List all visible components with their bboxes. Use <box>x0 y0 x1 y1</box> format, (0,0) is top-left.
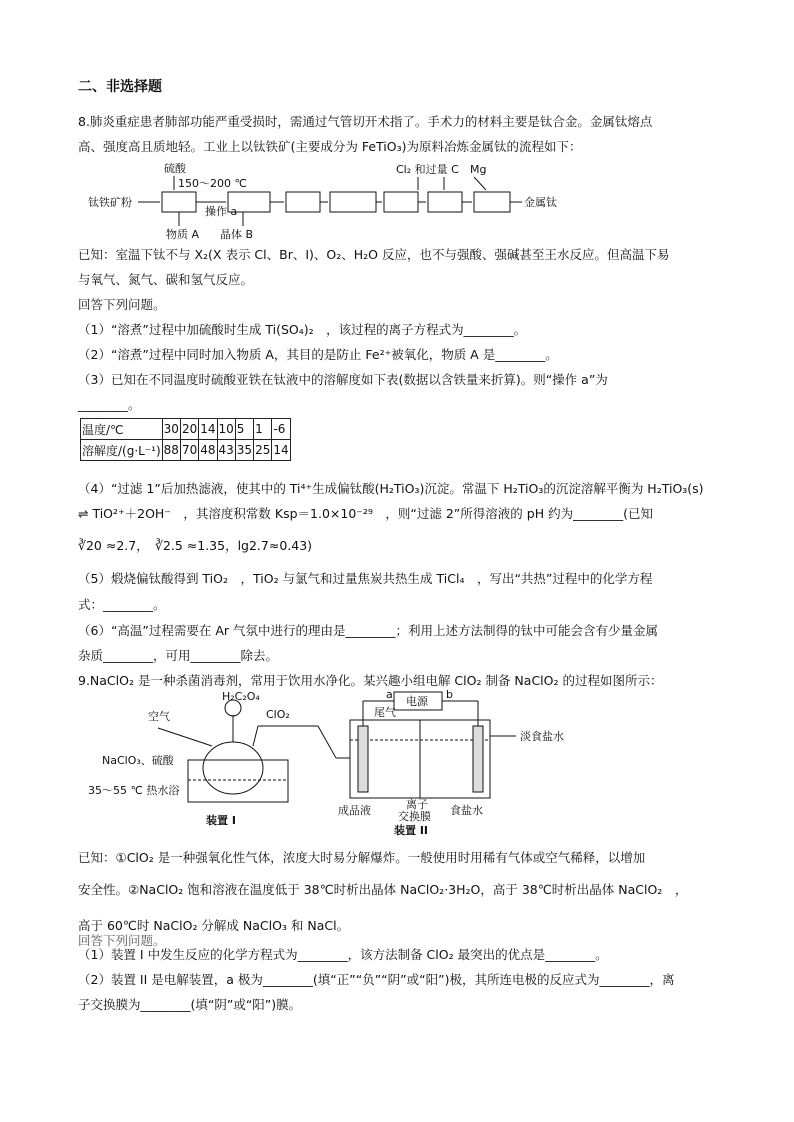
flow-substance-a-label: 物质 A <box>166 228 200 241</box>
flow-sulfuric-acid-label: 硫酸 <box>164 162 186 175</box>
table-cell: 35 <box>235 440 253 461</box>
q9-answer-prompt: 回答下列问题。 <box>78 933 166 948</box>
fig-reactants-label: NaClO₃、硫酸 <box>102 754 174 767</box>
fig-device-1-label: 装置 I <box>206 814 236 827</box>
fig-tail-gas-label: 尾气 <box>374 706 396 719</box>
fig-dilute-brine-label: 淡食盐水 <box>520 730 564 743</box>
flow-box-dissolve <box>162 192 196 212</box>
fig-power-label: 电源 <box>406 695 428 708</box>
fig-air-label: 空气 <box>148 710 170 723</box>
table-cell: 10 <box>217 419 235 440</box>
table-cell: 14 <box>199 419 217 440</box>
fig-bath-label: 35～55 ℃ 热水浴 <box>88 784 180 797</box>
fig-product-label: 成品液 <box>338 804 371 817</box>
air-inlet-tube <box>158 728 212 746</box>
q8-known-line-2: 与氧气、氮气、碳和氢气反应。 <box>78 272 254 287</box>
flow-box-calcine <box>384 192 418 212</box>
q8-intro-line-2: 高、强度高且质地轻。工业上以钛铁矿(主要成分为 FeTiO₃)为原料冶炼金属钛的流程如下： <box>78 139 582 154</box>
q8-sub6-line-1: （6）“高温”过程需要在 Ar 气氛中进行的理由是________；利用上述方法制得的钛中可能会含有少量金属 <box>78 623 659 638</box>
q9-sub1: （1）装置 I 中发生反应的化学方程式为________，该方法制备 ClO₂ 最突出的优点是________。 <box>78 947 608 962</box>
table-cell: -6 <box>272 419 290 440</box>
table-cell: 88 <box>162 440 180 461</box>
section-title: 二、非选择题 <box>78 79 162 95</box>
table-cell: 43 <box>217 440 235 461</box>
flow-temperature-label: 150～200 ℃ <box>178 177 247 190</box>
q8-intro-line-1: 8.肺炎重症患者肺部功能严重受损时，需通过气管切开术指了。手术力的材料主要是钛合金。金属钛熔点 <box>78 114 653 129</box>
q8-sub4-line-3: ∛20 ≈2.7， ∛2.5 ≈1.35，lg2.7≈0.43) <box>78 538 313 553</box>
q9-known-line-2: 安全性。②NaClO₂ 饱和溶液在温度低于 38℃时析出晶体 NaClO₂·3H₂O，高于 38℃时析出晶体 NaClO₂ ， <box>78 882 688 897</box>
table-row <box>81 440 291 461</box>
table-cell: 14 <box>272 440 290 461</box>
q8-sub4-line-2: ⇌ TiO²⁺＋2OH⁻ ，其溶度积常数 Ksp＝1.0×10⁻²⁹ ，则“过滤 2”所得溶液的 pH 约为________(已知 <box>78 506 653 521</box>
table-row <box>81 419 291 440</box>
table-cell: 1 <box>254 419 272 440</box>
table-cell: 48 <box>199 440 217 461</box>
table-cell: 25 <box>254 440 272 461</box>
table-cell: 20 <box>180 419 198 440</box>
flow-start-label: 钛铁矿粉 <box>88 196 132 209</box>
table-cell: 5 <box>235 419 253 440</box>
flow-box-filter-2 <box>330 192 376 212</box>
table-row-label: 溶解度/(g·L⁻¹) <box>81 440 163 461</box>
q8-sub5-line-2: 式：________。 <box>78 597 166 612</box>
fig-membrane-label-2: 交换膜 <box>398 810 431 823</box>
q8-answer-prompt: 回答下列问题。 <box>78 297 166 312</box>
table-cell: 70 <box>180 440 198 461</box>
electrode-left <box>358 726 368 792</box>
fig-a-label: a <box>386 690 393 701</box>
q8-sub2: （2）“溶煮”过程中同时加入物质 A，其目的是防止 Fe²⁺被氧化，物质 A 是________。 <box>78 347 558 362</box>
titanium-process-flowchart <box>78 160 638 242</box>
flow-crystal-b-label: 晶体 B <box>220 228 254 241</box>
q9-sub2-line-2: 子交换膜为________(填“阴”或“阳”)膜。 <box>78 997 302 1012</box>
table-cell: 30 <box>162 419 180 440</box>
fig-brine-label: 食盐水 <box>450 804 483 817</box>
three-neck-flask <box>203 742 263 794</box>
q8-sub6-line-2: 杂质________，可用________除去。 <box>78 648 279 663</box>
q9-sub2-line-1: （2）装置 II 是电解装置，a 极为________(填“正”“负”“阴”或“阳”)极，其所连电极的反应式为________，离 <box>78 972 675 987</box>
flow-operation-a-label: 操作 a <box>205 205 238 218</box>
fig-device-2-label: 装置 II <box>394 824 429 837</box>
fig-h2c2o4-label: H₂C₂O₄ <box>222 690 260 703</box>
q8-sub3: （3）已知在不同温度时硫酸亚铁在钛液中的溶解度如下表(数据以含铁量来折算)。则“操作 a”为 <box>78 372 608 387</box>
electrolysis-apparatus-figure <box>88 690 588 840</box>
flow-mg-label: Mg <box>470 163 487 176</box>
fig-clo2-label: ClO₂ <box>266 708 290 721</box>
q8-known-line-1: 已知：室温下钛不与 X₂(X 表示 Cl、Br、I)、O₂、H₂O 反应，也不与强酸、强碱甚至王水反应。但高温下易 <box>78 247 670 262</box>
flow-box-coheat <box>428 192 462 212</box>
fig-b-label: b <box>446 690 453 701</box>
flow-box-heat <box>286 192 320 212</box>
q8-sub3-blank: ________。 <box>78 397 141 412</box>
q8-sub4-line-1: （4）“过滤 1”后加热滤液，使其中的 Ti⁴⁺生成偏钛酸(H₂TiO₃)沉淀。常温下 H₂TiO₃的沉淀溶解平衡为 H₂TiO₃(s) <box>78 481 704 496</box>
q9-intro: 9.NaClO₂ 是一种杀菌消毒剂，常用于饮用水净化。某兴趣小组电解 ClO₂ 制备 NaClO₂ 的过程如图所示： <box>78 673 663 688</box>
fig-membrane-label-1: 离子 <box>406 798 428 811</box>
table-row-label: 温度/℃ <box>81 419 163 440</box>
electrode-right <box>473 726 483 792</box>
q9-known-line-3: 高于 60℃时 NaClO₂ 分解成 NaClO₃ 和 NaCl。 <box>78 918 350 933</box>
q8-sub5-line-1: （5）煅烧偏钛酸得到 TiO₂ ，TiO₂ 与氯气和过量焦炭共热生成 TiCl₄ ，写出“共热”过程中的化学方程 <box>78 571 653 586</box>
flow-box-high-temp <box>474 192 510 212</box>
q9-known-line-1: 已知：①ClO₂ 是一种强氧化性气体，浓度大时易分解爆炸。一般使用时用稀有气体或空气稀释，以增加 <box>78 850 646 865</box>
flow-cl2-label: Cl₂ 和过量 C <box>396 163 459 176</box>
q8-sub1: （1）“溶煮”过程中加硫酸时生成 Ti(SO₄)₂ ，该过程的离子方程式为________。 <box>78 322 527 337</box>
flow-end-label: 金属钛 <box>524 196 557 209</box>
solubility-table <box>80 418 291 461</box>
